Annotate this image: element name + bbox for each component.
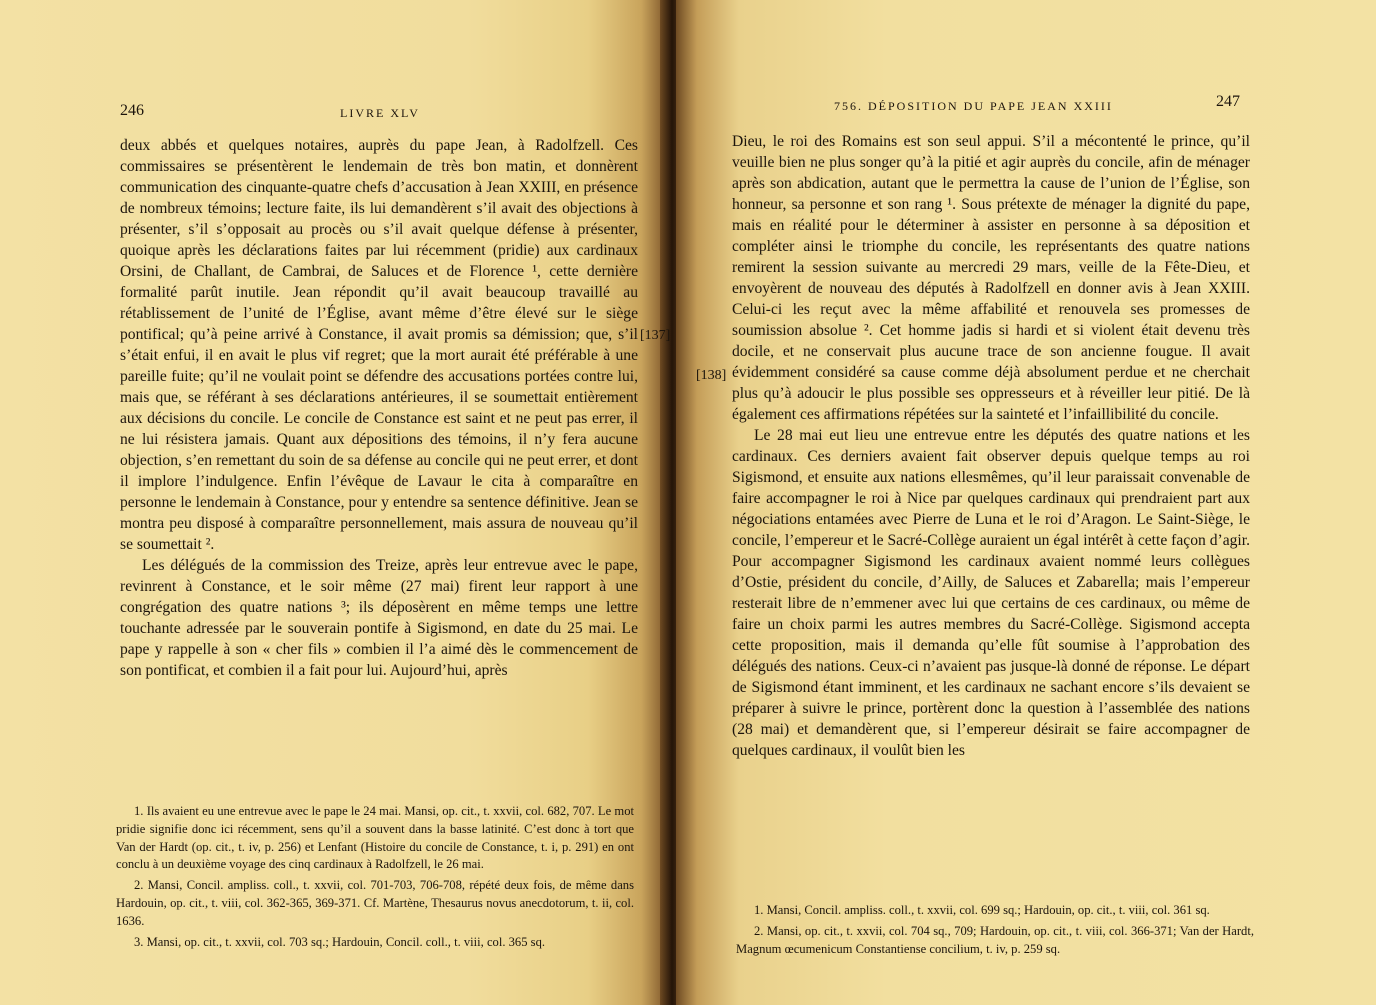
right-page <box>676 0 1376 1005</box>
paragraph: Les délégués de la commission des Treize, après leur entrevue avec le pape, revinrent à Constance, et le soir même (27 mai) firent leur rapport à une congrégation des quatre nations ³; ils déposèrent en même temps une lettre touchante adressée par le souverain pontife à Sigismond, en date du 25 mai. Le pape y rappelle à son « cher fils » combien il l’a aimé dès le commencement de son pontificat, et combien il a fait pour lui. Aujourd’hui, après <box>120 557 638 679</box>
footnotes <box>736 902 1254 958</box>
running-header: LIVRE XLV <box>340 106 420 120</box>
running-header: 756. DÉPOSITION DU PAPE JEAN XXIII <box>834 99 1113 113</box>
footnotes <box>116 803 634 951</box>
left-page <box>0 0 671 1005</box>
margin-reference: [138] <box>696 368 727 383</box>
footnote: 1. Ils avaient eu une entrevue avec le pape le 24 mai. Mansi, op. cit., t. xxvii, col. 682, 707. Le mot pridie signifie donc ici récemment, sens qu’il a souvent dans la basse latinité. C’est donc à tort que Van der Hardt (op. cit., t. iv, p. 256) et Lenfant (Histoire du concile de Constance, t. i, p. 291) en ont conclu à un deuxième voyage des cinq cardinaux à Radolfzell, le 26 mai. <box>116 804 634 872</box>
body-text <box>732 131 1250 761</box>
page-number: 247 <box>1216 93 1240 110</box>
page-number: 246 <box>120 102 144 119</box>
footnote: 2. Mansi, op. cit., t. xxvii, col. 704 sq., 709; Hardouin, op. cit., t. viii, col. 366-371; Van der Hardt, Magnum œcumenicum Constantiense concilium, t. iv, p. 259 sq. <box>736 923 1254 956</box>
body-text <box>120 135 638 681</box>
margin-reference: [137] <box>640 328 671 343</box>
footnote: 2. Mansi, Concil. ampliss. coll., t. xxvii, col. 701-703, 706-708, répété deux fois, de même dans Hardouin, op. cit., t. viii, col. 362-365, 369-371. Cf. Martène, Thesaurus novus anecdotorum, t. ii, col. 1636. <box>116 878 634 928</box>
paragraph: deux abbés et quelques notaires, auprès du pape Jean, à Radolfzell. Ces commissaires se présentèrent le lendemain de très bon matin, et donnèrent communication des cinquante-quatre chefs d’accusation à Jean XXIII, en présence de nombreux témoins; lecture faite, ils lui demandèrent s’il avait des objections à présenter, s’il s’opposait au procès ou s’il avait quelque défense à présenter, quoique après les déclarations faites par lui récemment (pridie) aux cardinaux Orsini, de Challant, de Cambrai, de Saluces et de Florence ¹, cette dernière formalité parût inutile. Jean répondit qu’il avait beaucoup travaillé au rétablissement de l’unité de l’Église, avant même d’être élevé sur le siège pontifical; qu’à peine arrivé à Constance, il avait promis sa démission; que, s’il s’était enfui, il en avait le plus vif regret; que la mort aurait été préférable à une pareille fuite; qu’il ne voulait point se défendre des accusations portées contre lui, mais que, se référant à ses déclarations antérieures, il se soumettait entièrement aux décisions du concile. Le concile de Constance est saint et ne peut pas errer, il ne lui résistera jamais. Quant aux dépositions des témoins, il n’y fera aucune objection, s’en remettant du soin de sa défense au concile qui ne peut errer, et dont il implore l’indulgence. Enfin l’évêque de Lavaur le cita à comparaître en personne le lendemain à Constance, pour y entendre sa sentence définitive. Jean se montra peu disposé à comparaître personnellement, mais assura de nouveau qu’il se soumettait ². <box>120 137 638 553</box>
paragraph: Le 28 mai eut lieu une entrevue entre les députés des quatre nations et les cardinaux. Ces derniers avaient fait observer depuis quelque temps au roi Sigismond, et ensuite aux nations ellesmêmes, qu’il leur paraissait convenable de faire accompagner le roi à Nice par quelques cardinaux qui prendraient part aux négociations entamées avec Pierre de Luna et le roi d’Aragon. Le Saint-Siège, le concile, l’empereur et le Sacré-Collège auraient un égal intérêt à cette façon d’agir. Pour accompagner Sigismond les cardinaux avaient nommé leurs collègues d’Ostie, président du concile, d’Ailly, de Saluces et Zabarella; mais l’empereur resterait libre de n’emmener avec lui que certains de ces cardinaux, ou même de faire un choix parmi les autres membres du Sacré-Collège. Sigismond accepta cette proposition, mais il demanda qu’elle fût soumise à l’approbation des délégués des nations. Ceux-ci n’avaient pas jusque-là donné de réponse. Le départ de Sigismond étant imminent, et les cardinaux ne sachant encore s’ils devaient se préparer à suivre le prince, portèrent donc la question à l’assemblée des nations (28 mai) et demandèrent que, si l’empereur désirait se faire accompagner de quelques cardinaux, il voulût bien les <box>732 427 1250 759</box>
footnote: 1. Mansi, Concil. ampliss. coll., t. xxvii, col. 699 sq.; Hardouin, op. cit., t. viii, col. 361 sq. <box>754 903 1210 917</box>
paragraph: Dieu, le roi des Romains est son seul appui. S’il a mécontenté le prince, qu’il veuille bien ne plus songer qu’à la pitié et agir auprès du concile, afin de ménager après son abdication, autant que le permettra la cause de l’union de l’Église, son honneur, sa personne et son rang ¹. Sous prétexte de ménager la dignité du pape, mais en réalité pour le déterminer à assister en personne à sa déposition et compléter ainsi le triomphe du concile, les représentants des quatre nations remirent la session suivante au mercredi 29 mars, veille de la Fête-Dieu, et envoyèrent de nouveau des députés à Radolfzell en donner avis à Jean XXIII. Celui-ci les reçut avec la même affabilité et renouvela ses promesses de soumission absolue ². Cet homme jadis si hardi et si violent était devenu très docile, et ne conservait plus aucune trace de son ancienne fougue. Il avait évidemment considéré sa cause comme déjà absolument perdue et ne cherchait plus qu’à adoucir le plus possible ses oppresseurs et à réveiller leur pitié. De là également ces affirmations répétées sur la sainteté et l’infaillibilité du concile. <box>732 133 1250 423</box>
footnote: 3. Mansi, op. cit., t. xxvii, col. 703 sq.; Hardouin, Concil. coll., t. viii, col. 365 sq. <box>134 934 546 949</box>
